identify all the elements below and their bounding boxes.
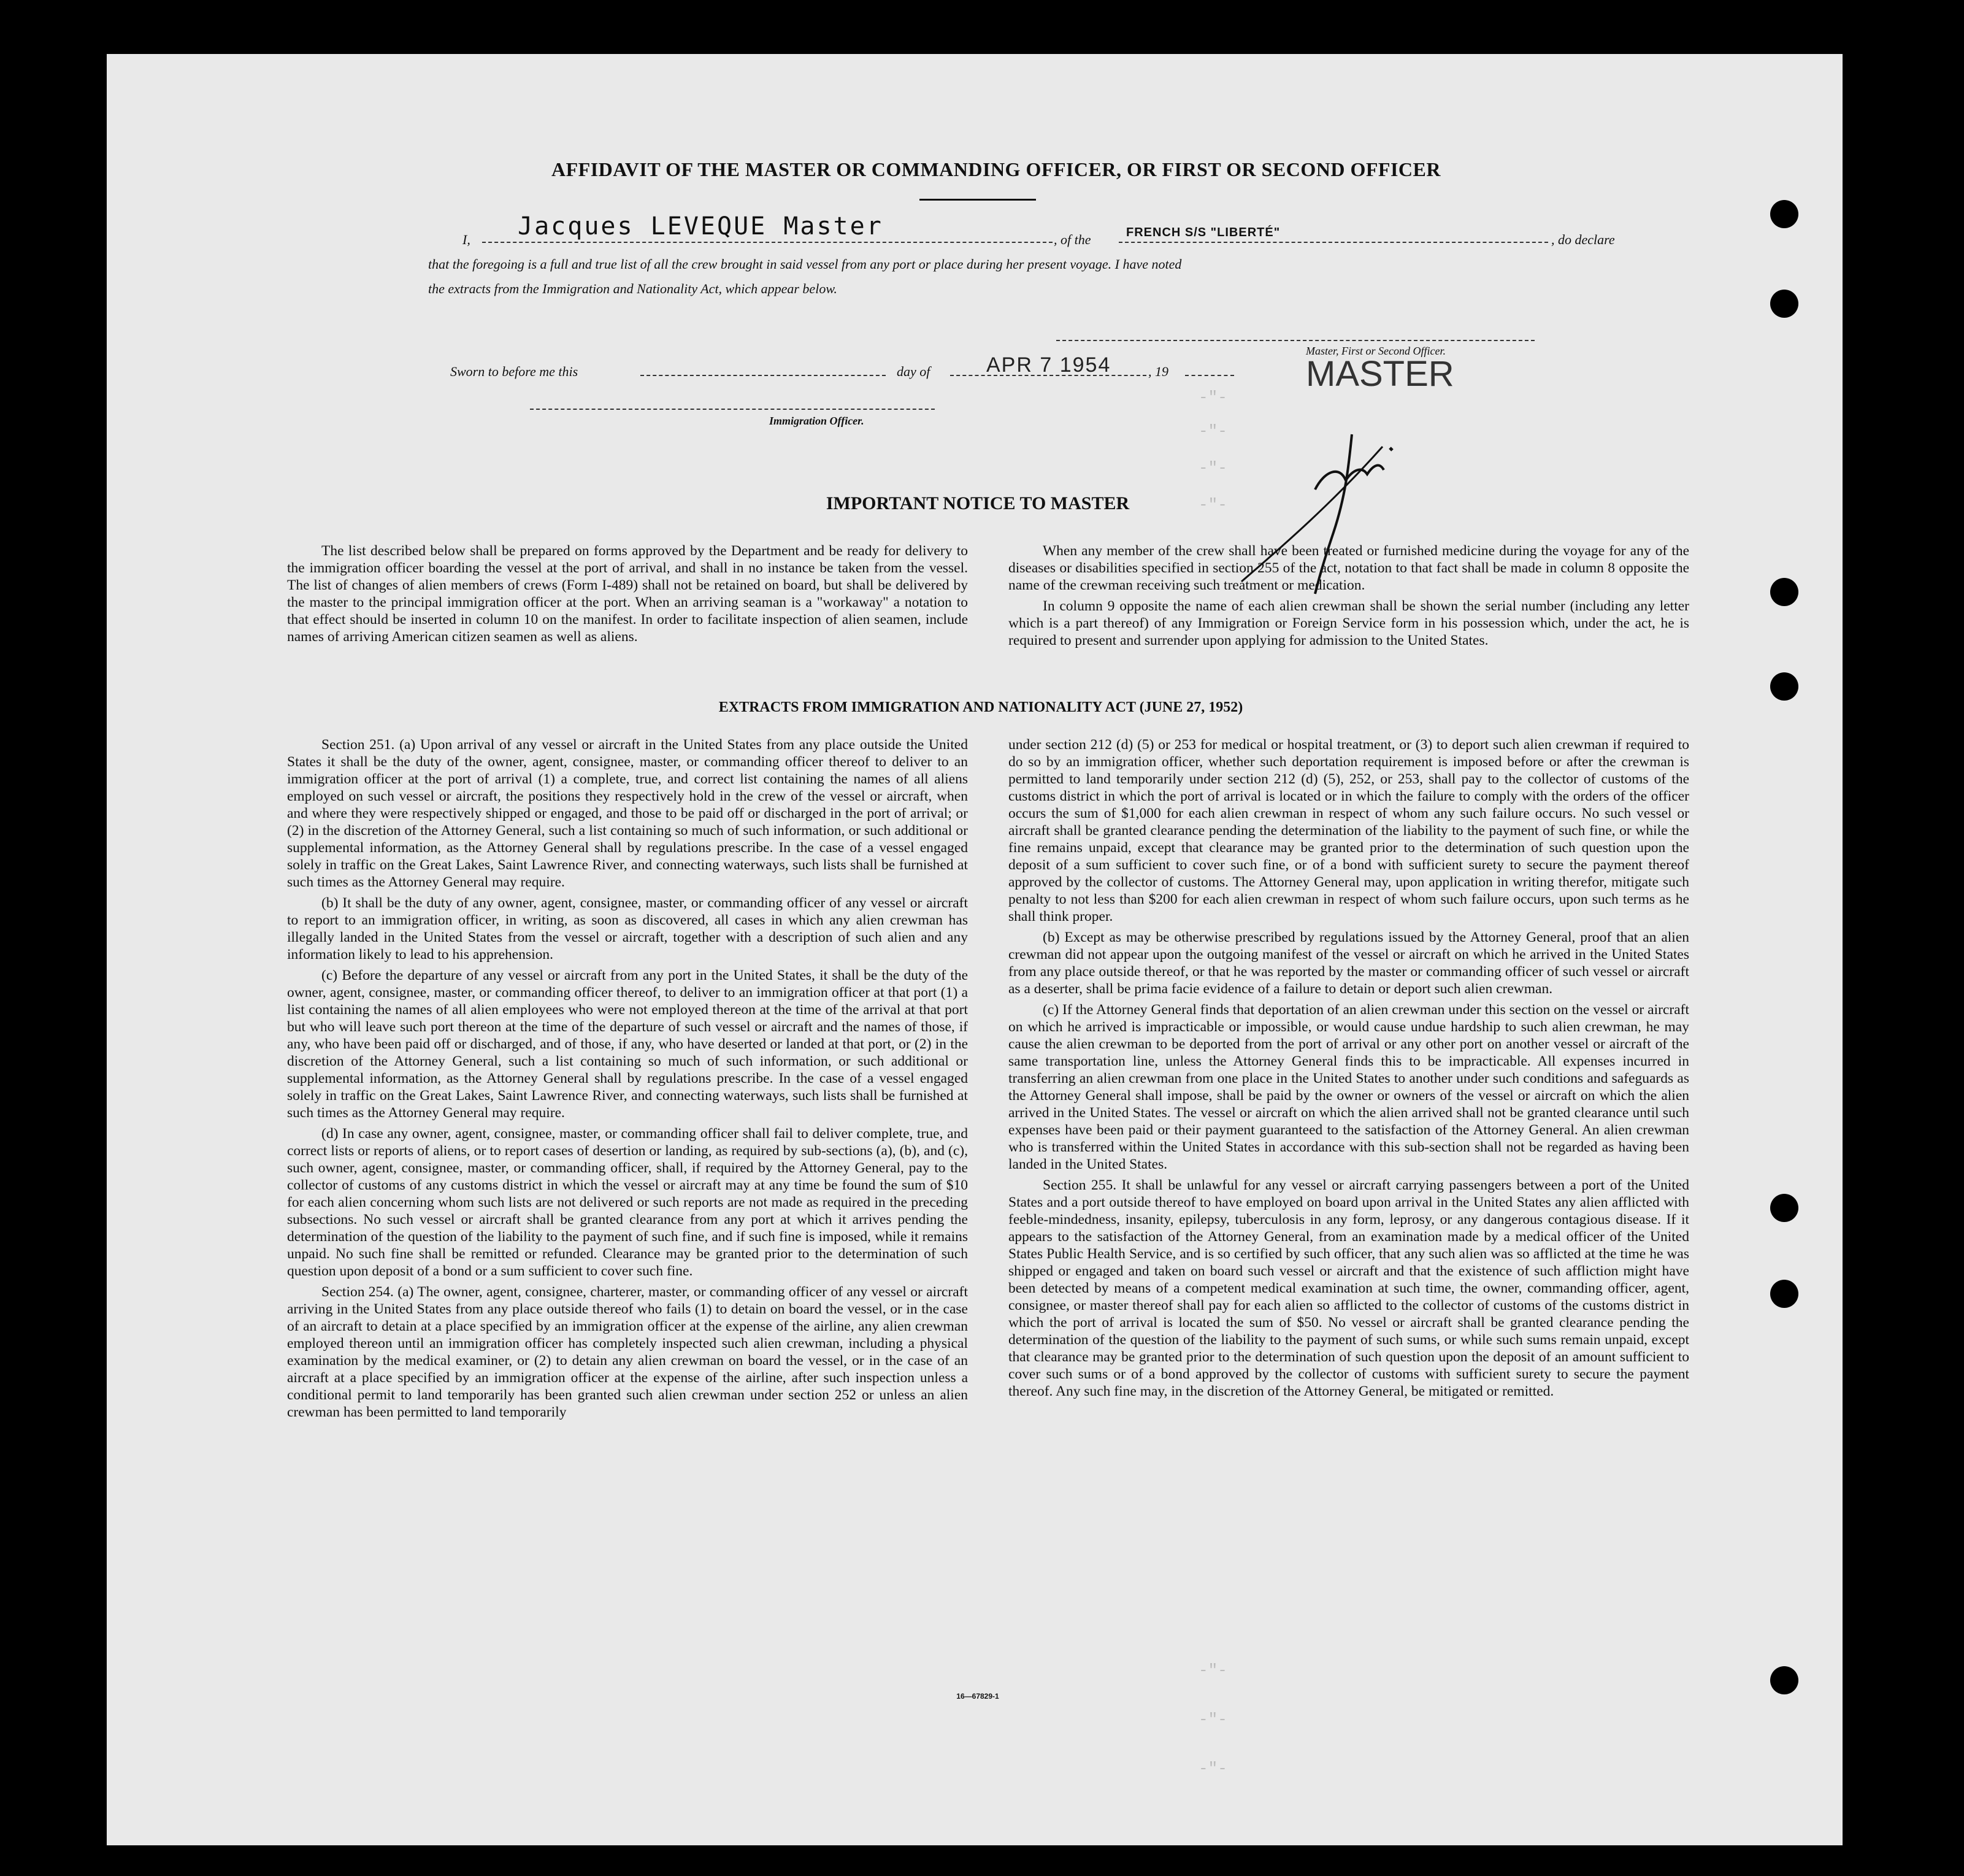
section-251-d: (d) In case any owner, agent, consignee, master, or commanding officer shall fail to deliver complete, true, and correct lists or reports of aliens, or to report cases of desertion or landing, as required by sub-sections (a), (b), and (c), such owner, agent, consignee, master, or commanding officer, shall, if required by the Attorney General, pay to the collector of customs of any customs district in which the vessel or aircraft may at any time be found the sum of $10 for each alien concerning whom such lists are not delivered or such reports are not made as required in the preceding subsections. No such vessel or aircraft shall be granted clearance from any port at which it arrives pending the determination of the question of the liability to the payment of such fine, and if such fine is imposed, while it remains unpaid. No such fine shall be remitted or refunded. Clearance may be granted prior to the determination of such question upon deposit of a bond or a sum sufficient to cover such fine. <box>287 1126 968 1279</box>
extracts-right-column <box>1008 736 1689 1404</box>
signature-line <box>1056 340 1535 341</box>
bleed-mark: -"- <box>1199 1661 1227 1680</box>
bleed-mark: -"- <box>1199 422 1227 440</box>
immigration-officer-label: Immigration Officer. <box>769 415 864 427</box>
notice-left-paragraph: The list described below shall be prepared on forms approved by the Department and be ready for delivery to the immigration officer boarding the vessel at the port of arrival, and shall in no instance be taken from the vessel. The list of changes of alien members of crews (Form I-489) shall not be retained on board, but shall be delivered by the master to the principal immigration officer at the port. When an arriving seaman is a "workaway" a notation to that effect should be inserted in column 10 on the manifest. In order to facilitate inspection of alien seamen, include names of arriving American citizen seamen as well as aliens. <box>287 543 968 645</box>
officer-caption: Master, First or Second Officer. <box>1306 345 1446 357</box>
section-254-a: Section 254. (a) The owner, agent, consignee, charterer, master, or commanding officer of any vessel or aircraft arriving in the United States from any place outside thereof who fails (1) to detain on board the vessel, or in the case of an aircraft to detain at a place specified by an immigration officer at the expense of the airline, any alien crewman employed thereon until an immigration officer has completely inspected such alien crewman, including a physical examination by the medical examiner, or (2) to detain any alien crewman on board the vessel, or in the case of an aircraft at a place specified by an immigration officer at the expense of the airline, after such inspection unless a conditional permit to land temporarily has been granted such alien crewman under section 252 or unless an alien crewman has been permitted to land temporarily <box>287 1284 968 1420</box>
of-the-label: , of the <box>1054 232 1091 247</box>
section-251-a: Section 251. (a) Upon arrival of any vessel or aircraft in the United States from any place outside the United States it shall be the duty of the owner, agent, consignee, master, or commanding officer thereof to deliver to an immigration officer at the port of arrival (1) a complete, true, and correct list containing the names of all aliens employed on such vessel or aircraft, the positions they respectively hold in the crew of the vessel or aircraft, when and where they were respectively shipped or engaged, and those to be paid off or discharged in the port of arrival; or (2) in the discretion of the Attorney General, such a list containing so much of such information, or such additional or supplemental information, as the Attorney General shall by regulations prescribe. In the case of a vessel engaged solely in traffic on the Great Lakes, Saint Lawrence River, and connecting waterways, such lists shall be furnished at such times as the Attorney General may require. <box>287 737 968 890</box>
vessel-line <box>1119 242 1548 243</box>
section-254-a-continued: under section 212 (d) (5) or 253 for medical or hospital treatment, or (3) to deport such alien crewman if required to do so by an immigration officer, whether such deportation requirement is imposed before or after the crewman is permitted to land temporarily under section 212 (d) (5), 252, or 253, shall pay to the collector of customs of the customs district in which the port of arrival is located or in which the failure to comply with the orders of the officer occurs the sum of $1,000 for each alien crewman in respect of whom any such failure occurs. No such vessel or aircraft shall be granted clearance pending the determination of the liability to the payment of such fine, or while the fine remains unpaid, except that clearance may be granted prior to the determination of such question upon the deposit of a sum sufficient to cover such fine, or of a bond with sufficient surety to secure the payment thereof approved by the collector of customs. The Attorney General may, upon application in writing therefor, mitigate such penalty to not less than $200 for each alien crewman in respect of whom such failure occurs, upon such terms as he shall think proper. <box>1008 737 1689 925</box>
section-255: Section 255. It shall be unlawful for any vessel or aircraft carrying passengers between a port of the United States and a port outside thereof to have employed on board upon arrival in the United States any alien afflicted with feeble-mindedness, insanity, epilepsy, tuberculosis in any form, leprosy, or any dangerous contagious disease. If it appears to the satisfaction of the Attorney General, from an examination made by a medical officer of the United States Public Health Service, and is so certified by such officer, that any such alien was so afflicted at the time he was shipped or engaged and taken on board such vessel or aircraft and that the existence of such affliction might have been detected by means of a competent medical examination at such time, the owner, commanding officer, agent, consignee, or master thereof shall pay for each alien so afflicted to the collector of customs of the customs district in which the port of arrival is located the sum of $50. No vessel or aircraft shall be granted clearance pending the determination of the question of the liability to the payment of such sums, or while such sums remain unpaid, except that clearance may be granted prior to the determination of such question upon the deposit of an amount sufficient to cover such sums or of a bond approved by the collector of customs with sufficient surety to secure the payment thereof. Any such fine may, in the discretion of the Attorney General, be mitigated or remitted. <box>1008 1177 1689 1399</box>
section-251-c: (c) Before the departure of any vessel or aircraft from any port in the United States, it shall be the duty of the owner, agent, consignee, master, or commanding officer thereof, to deliver to an immigration officer at that port (1) a list containing the names of all alien employees who were not employed thereon at the time of the arrival at that port but who will leave such port thereon at the time of the departure of such vessel or aircraft and the names of those, if any, who have been paid off or discharged, and of those, if any, who have deserted or landed at that port, or (2) in the discretion of the Attorney General, such a list containing so much of such information, or such additional or supplemental information, as the Attorney General shall by regulations prescribe. In the case of a vessel engaged solely in traffic on the Great Lakes, Saint Lawrence River, and connecting waterways, such lists shall be furnished at such times as the Attorney General may require. <box>287 967 968 1121</box>
bleed-mark: -"- <box>1199 496 1227 514</box>
punch-hole <box>1770 200 1798 228</box>
notice-heading: IMPORTANT NOTICE TO MASTER <box>826 493 1130 513</box>
punch-hole <box>1770 672 1798 701</box>
notice-right-paragraph-2: In column 9 opposite the name of each alien crewman shall be shown the serial number (including any letter which is a part thereof) of any Immigration or Foreign Service form in his possession which, under the act, he is required to present and surrender upon applying for admission to the United States. <box>1008 598 1689 648</box>
master-stamp: MASTER <box>1306 354 1454 394</box>
extracts-heading: EXTRACTS FROM IMMIGRATION AND NATIONALITY ACT (JUNE 27, 1952) <box>718 699 1243 715</box>
title-underline <box>919 199 1036 201</box>
punch-hole <box>1770 1194 1798 1222</box>
declaration-line-3: the extracts from the Immigration and Nationality Act, which appear below. <box>428 281 837 296</box>
date-stamp: APR 7 1954 <box>986 353 1111 377</box>
master-name-typed: Jacques LEVEQUE Master <box>518 212 883 240</box>
declaration-line-2: that the foregoing is a full and true list of all the crew brought in said vessel from any port or place during her present voyage. I have noted <box>428 256 1182 272</box>
bleed-mark: -"- <box>1199 459 1227 477</box>
bleed-mark: -"- <box>1199 1759 1227 1778</box>
day-of-label: day of <box>897 364 930 379</box>
section-251-b: (b) It shall be the duty of any owner, agent, consignee, master, or commanding officer of any vessel or aircraft to report to an immigration officer, in writing, as soon as discovered, all cases in which any alien crewman has illegally landed in the United States from the vessel or aircraft, together with a description of such alien and any information likely to lead to his apprehension. <box>287 895 968 963</box>
affidavit-title: AFFIDAVIT OF THE MASTER OR COMMANDING OFFICER, OR FIRST OR SECOND OFFICER <box>551 158 1441 180</box>
bleed-mark: -"- <box>1199 1710 1227 1729</box>
punch-hole <box>1770 1280 1798 1308</box>
notice-left-column <box>287 542 968 649</box>
sworn-label: Sworn to before me this <box>450 364 578 379</box>
notice-right-paragraph-1: When any member of the crew shall have been treated or furnished medicine during the voyage for any of the diseases or disabilities specified in section 255 of the act, notation to that fact shall be made in column 8 opposite the name of the crewman receiving such treatment or medication. <box>1008 543 1689 593</box>
punch-hole <box>1770 1666 1798 1694</box>
name-line <box>482 242 1053 243</box>
extracts-left-column <box>287 736 968 1424</box>
punch-hole <box>1770 290 1798 318</box>
form-number: 16—67829-1 <box>956 1692 999 1701</box>
immigration-officer-line <box>530 409 935 410</box>
document-page <box>107 54 1843 1845</box>
year-line <box>1185 375 1234 376</box>
do-declare-label: , do declare <box>1551 232 1615 247</box>
sworn-day-line <box>640 375 886 376</box>
vessel-name-stamp: FRENCH S/S "LIBERTÉ" <box>1126 226 1281 239</box>
section-254-b: (b) Except as may be otherwise prescribed by regulations issued by the Attorney General, proof that an alien crewman did not appear upon the outgoing manifest of the vessel or aircraft on which he arrived in the United States from any place outside thereof, or that he was reported by the master or commanding officer of such vessel or aircraft as a deserter, shall be prima facie evidence of a failure to detain or deport such alien crewman. <box>1008 929 1689 997</box>
section-254-c: (c) If the Attorney General finds that deportation of an alien crewman under this section on the vessel or aircraft on which he arrived is impracticable or impossible, or would cause undue hardship to such alien crewman, he may cause the alien crewman to be deported from the port of arrival or any other port on another vessel or aircraft of the same transportation line, unless the Attorney General finds this to be impracticable. All expenses incurred in transferring an alien crewman from one place in the United States to another under such conditions and safeguards as the Attorney General shall impose, shall be paid by the owner or owners of the vessel or aircraft on which the alien arrived in the United States. The vessel or aircraft on which the alien arrived shall not be granted clearance until such expenses have been paid or their payment guaranteed to the satisfaction of the Attorney General. An alien crewman who is transferred within the United States in accordance with this sub-section shall not be regarded as having been landed in the United States. <box>1008 1002 1689 1172</box>
bleed-mark: -"- <box>1199 388 1227 407</box>
year-label: , 19 <box>1148 364 1168 379</box>
punch-hole <box>1770 578 1798 606</box>
declaration-prefix: I, <box>462 232 470 247</box>
notice-right-column <box>1008 542 1689 653</box>
